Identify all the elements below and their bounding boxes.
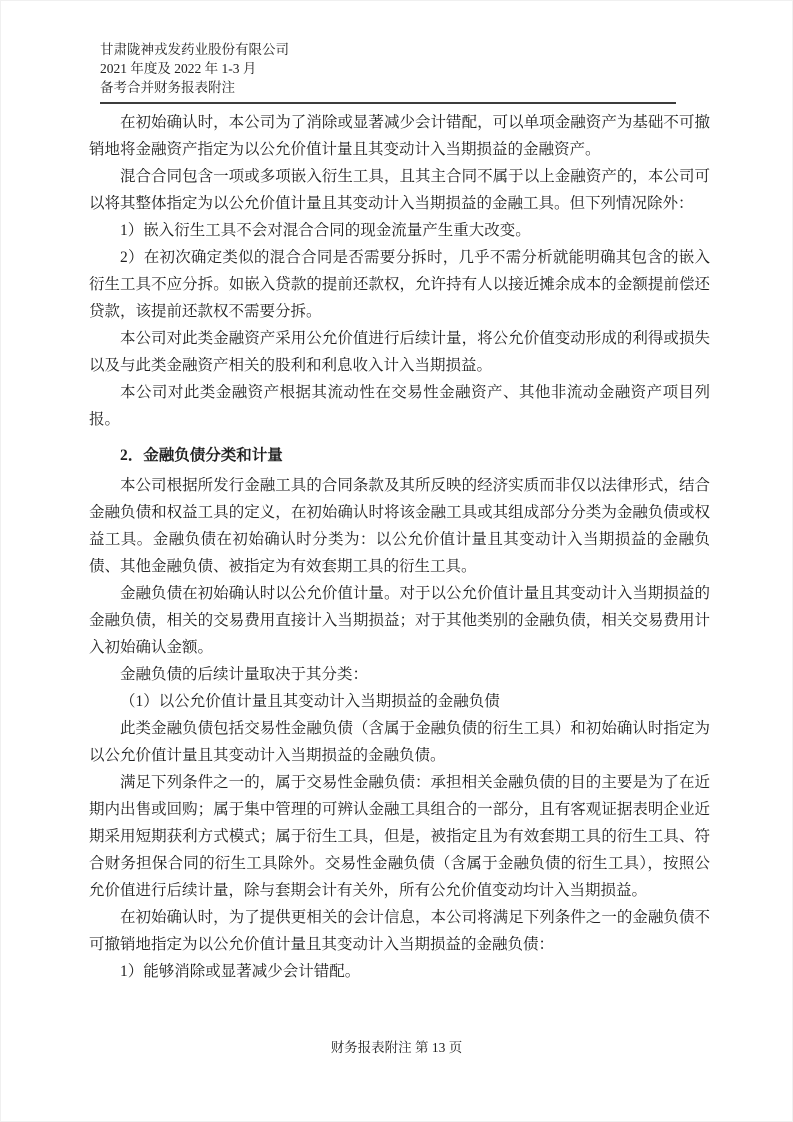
- paragraph: 金融负债在初始确认时以公允价值计量。对于以公允价值计量且其变动计入当期损益的金融负债，相关的交易费用直接计入当期损益；对于其他类别的金融负债，相关交易费用计入初始确认金额。: [89, 585, 710, 656]
- list-item-paragraph: 2）在初次确定类似的混合合同是否需要分拆时，几乎不需分析就能明确其包含的嵌入衍生工具不应分拆。如嵌入贷款的提前还款权，允许持有人以接近摊余成本的金额提前偿还贷款，该提前还款权不需要分拆。: [89, 249, 710, 320]
- header-document-title: 备考合并财务报表附注: [100, 80, 235, 95]
- page-header: [100, 40, 289, 97]
- paragraph: 此类金融负债包括交易性金融负债（含属于金融负债的衍生工具）和初始确认时指定为以公允价值计量且其变动计入当期损益的金融负债。: [89, 720, 710, 764]
- document-body: [89, 109, 710, 985]
- paragraph: 本公司对此类金融资产根据其流动性在交易性金融资产、其他非流动金融资产项目列报。: [89, 384, 710, 428]
- paragraph: 在初始确认时，为了提供更相关的会计信息，本公司将满足下列条件之一的金融负债不可撤销地指定为以公允价值计量且其变动计入当期损益的金融负债：: [89, 909, 710, 953]
- sub-heading-paragraph: （1）以公允价值计量且其变动计入当期损益的金融负债: [120, 693, 500, 710]
- list-item-paragraph: 1）能够消除或显著减少会计错配。: [120, 963, 361, 980]
- paragraph: 在初始确认时，本公司为了消除或显著减少会计错配，可以单项金融资产为基础不可撤销地将金融资产指定为以公允价值计量且其变动计入当期损益的金融资产。: [89, 114, 710, 158]
- header-company-name: 甘肃陇神戎发药业股份有限公司: [100, 42, 289, 57]
- header-divider-rule: [100, 102, 676, 104]
- paragraph: 满足下列条件之一的，属于交易性金融负债：承担相关金融负债的目的主要是为了在近期内出售或回购；属于集中管理的可辨认金融工具组合的一部分，且有客观证据表明企业近期采用短期获利方式模式；属于衍生工具，但是，被指定且为有效套期工具的衍生工具、符合财务担保合同的衍生工具除外。交易性金融负债（含属于金融负债的衍生工具），按照公允价值进行后续计量，除与套期会计有关外，所有公允价值变动均计入当期损益。: [89, 774, 710, 899]
- header-report-period: 2021 年度及 2022 年 1-3 月: [100, 61, 257, 76]
- paragraph: 混合合同包含一项或多项嵌入衍生工具，且其主合同不属于以上金融资产的，本公司可以将其整体指定为以公允价值计量且其变动计入当期损益的金融工具。但下列情况除外：: [89, 168, 710, 212]
- section-heading-financial-liabilities: 2．金融负债分类和计量: [120, 447, 283, 464]
- paragraph: 本公司对此类金融资产采用公允价值进行后续计量，将公允价值变动形成的利得或损失以及与此类金融资产相关的股利和利息收入计入当期损益。: [89, 330, 710, 374]
- page-footer: [0, 1038, 793, 1057]
- list-item-paragraph: 1）嵌入衍生工具不会对混合合同的现金流量产生重大改变。: [120, 222, 531, 239]
- paragraph: 金融负债的后续计量取决于其分类：: [120, 666, 369, 683]
- footer-page-label: 财务报表附注 第 13 页: [330, 1040, 463, 1055]
- paragraph: 本公司根据所发行金融工具的合同条款及其所反映的经济实质而非仅以法律形式，结合金融负债和权益工具的定义，在初始确认时将该金融工具或其组成部分分类为金融负债或权益工具。金融负债在初始确认时分类为：以公允价值计量且其变动计入当期损益的金融负债、其他金融负债、被指定为有效套期工具的衍生工具。: [89, 477, 710, 575]
